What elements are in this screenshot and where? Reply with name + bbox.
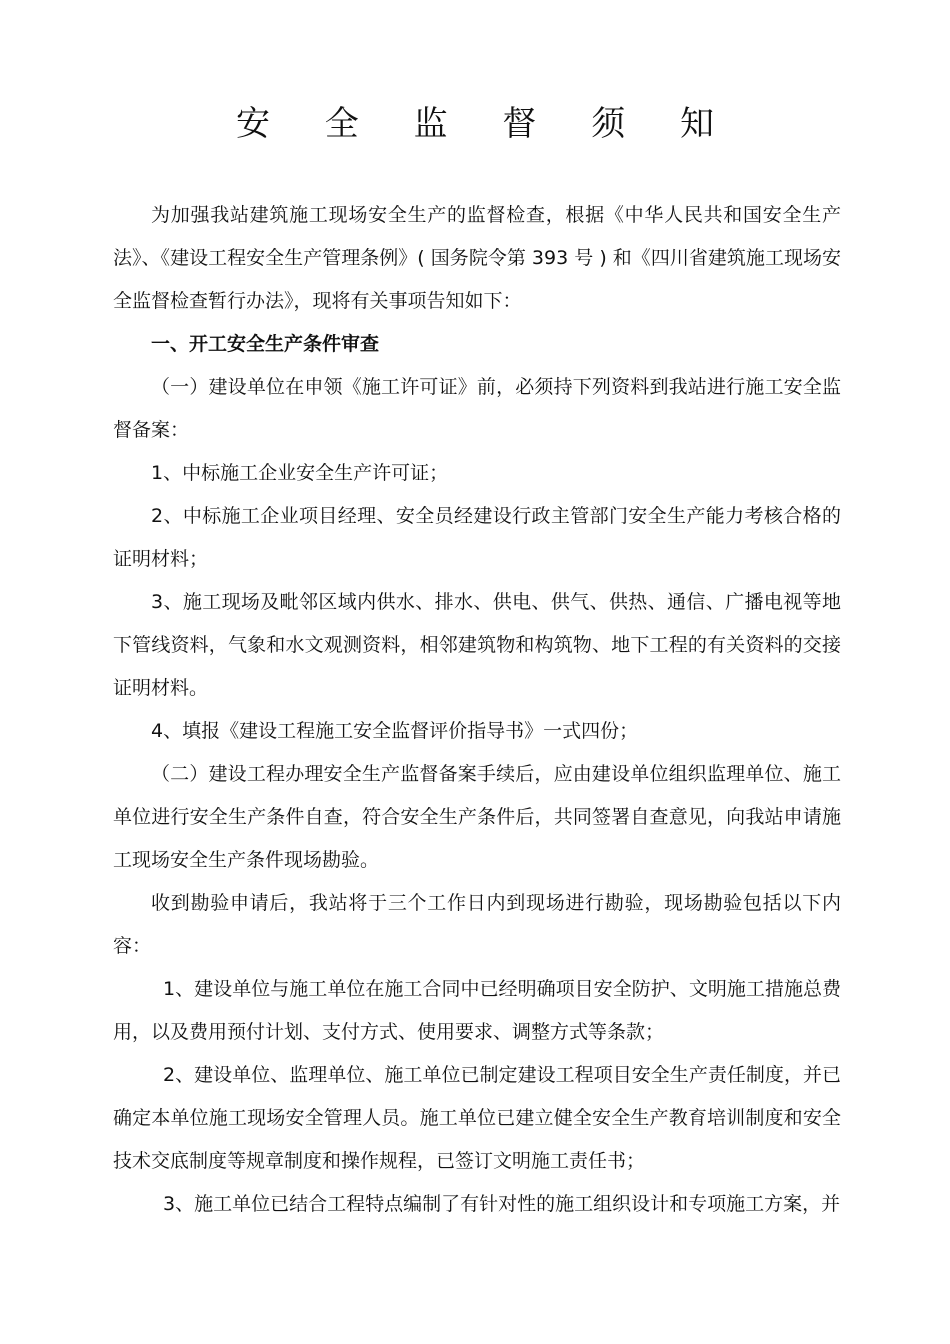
page-title: 安 全 监 督 须 知 [235, 104, 737, 144]
inspection-item-2: 2、建设单位、监理单位、施工单位已制定建设工程项目安全生产责任制度，并已确定本单位施工现场安全管理人员。施工单位已建立健全安全生产教育培训制度和安全技术交底制度等规章制度和操作规程，已签订文明施工责任书； [113, 1064, 841, 1172]
inspection-intro-paragraph: 收到勘验申请后，我站将于三个工作日内到现场进行勘验，现场勘验包括以下内容： [113, 892, 841, 957]
list-item-2: 2、中标施工企业项目经理、安全员经建设行政主管部门安全生产能力考核合格的证明材料； [113, 505, 841, 570]
subsection-1-paragraph: （一）建设单位在申领《施工许可证》前，必须持下列资料到我站进行施工安全监督备案： [113, 376, 841, 441]
section-heading-1: 一、开工安全生产条件审查 [151, 333, 380, 355]
list-item-4: 4、填报《建设工程施工安全监督评价指导书》一式四份； [151, 720, 639, 742]
document-body [113, 194, 841, 1226]
intro-paragraph: 为加强我站建筑施工现场安全生产的监督检查，根据《中华人民共和国安全生产法》、《建设工程安全生产管理条例》( 国务院令第 393 号 ) 和《四川省建筑施工现场安全监督检查暂行办法》，现将有关事项告知如下： [113, 204, 841, 312]
inspection-item-3: 3、施工单位已结合工程特点编制了有针对性的施工组织设计和专项施工方案，并 [163, 1193, 841, 1215]
list-item-1: 1、中标施工企业安全生产许可证； [151, 462, 449, 484]
subsection-2-paragraph: （二）建设工程办理安全生产监督备案手续后，应由建设单位组织监理单位、施工单位进行安全生产条件自查，符合安全生产条件后，共同签署自查意见，向我站申请施工现场安全生产条件现场勘验。 [113, 763, 841, 871]
inspection-item-1: 1、建设单位与施工单位在施工合同中已经明确项目安全防护、文明施工措施总费用，以及费用预付计划、支付方式、使用要求、调整方式等条款； [113, 978, 841, 1043]
list-item-3: 3、施工现场及毗邻区域内供水、排水、供电、供气、供热、通信、广播电视等地下管线资料，气象和水文观测资料，相邻建筑物和构筑物、地下工程的有关资料的交接证明材料。 [113, 591, 841, 699]
